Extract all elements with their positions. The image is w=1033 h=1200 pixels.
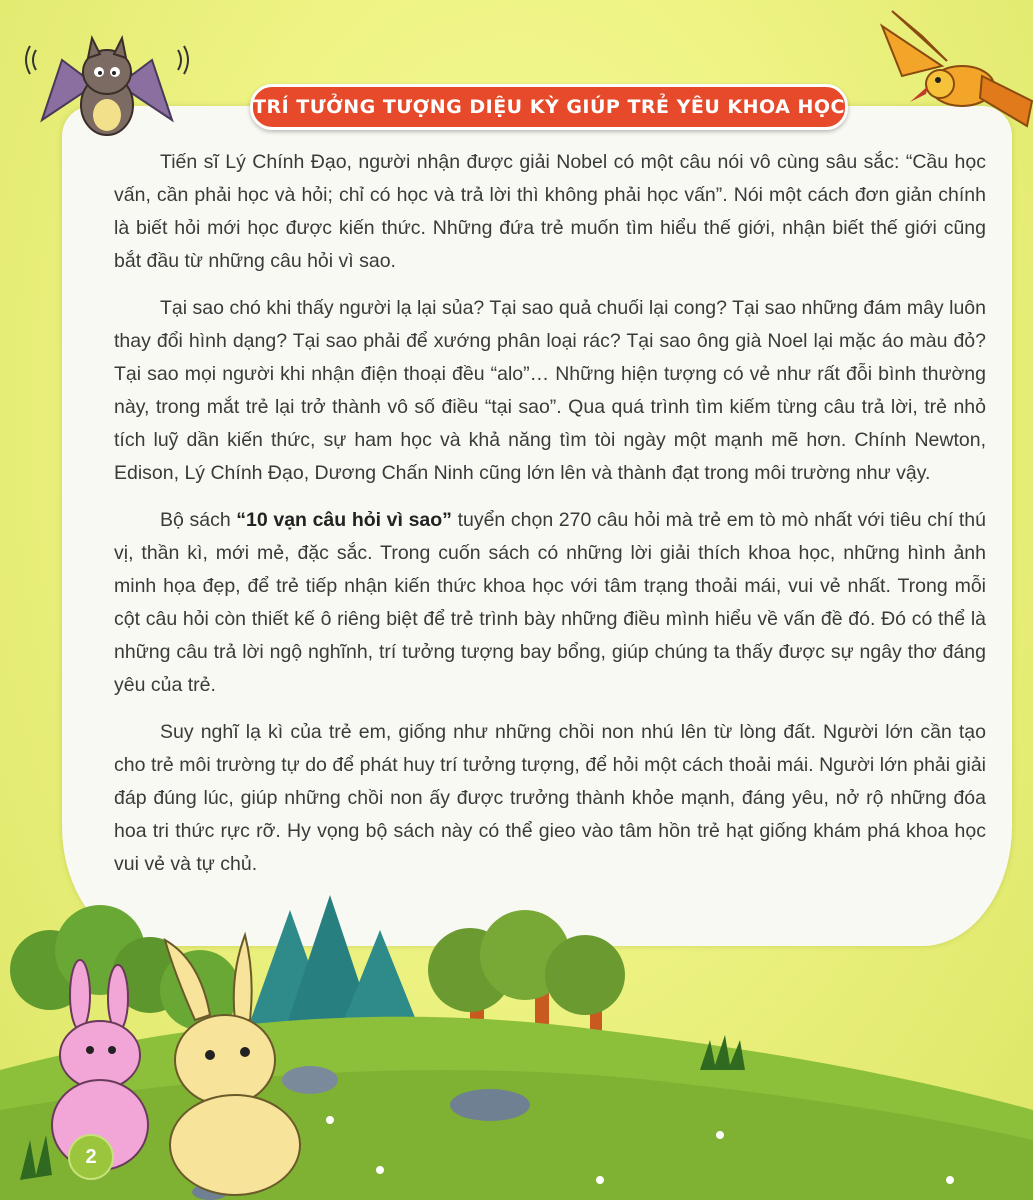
paragraph-1: Tiến sĩ Lý Chính Đạo, người nhận được giải Nobel có một câu nói vô cùng sâu sắc: “Cầu học vấn, cần phải học và hỏi; chỉ có học và trả lời thì không phải học vấn”. Nói một cách đơn giản chính là biết hỏi mới học được kiến thức. Những đứa trẻ muốn tìm hiểu thế giới, nhận biết thế giới cũng bắt đầu từ những câu hỏi vì sao. — [114, 151, 986, 272]
bat-illustration — [22, 20, 192, 145]
page-number-badge: 2 — [68, 1134, 114, 1180]
paragraph-3-intro: Bộ sách — [160, 509, 237, 531]
rock — [282, 1066, 338, 1094]
paragraph-2: Tại sao chó khi thấy người lạ lại sủa? Tại sao quả chuối lại cong? Tại sao những đám mây luôn thay đổi hình dạng? Tại sao phải để xướng phân loại rác? Tại sao ông già Noel lại mặc áo màu đỏ? Tại sao mọi người khi nhận điện thoại đều “alo”… Những hiện tượng có vẻ như rất đỗi bình thường này, trong mắt trẻ lại trở thành vô số điều “tại sao”. Qua quá trình tìm kiếm từng câu trả lời, trẻ nhỏ tích luỹ dần kiến thức, sự ham học và khả năng tìm tòi ngày một mạnh mẽ hơn. Chính Newton, Edison, Lý Chính Đạo, Dương Chấn Ninh cũng lớn lên và thành đạt trong môi trường như vậy. — [114, 297, 986, 484]
paragraph-3-rest: tuyển chọn 270 câu hỏi mà trẻ em tò mò nhất với tiêu chí thú vị, thần kì, mới mẻ, đặc sắc. Trong cuốn sách có những lời giải thích khoa học, những hình ảnh minh họa đẹp, để trẻ tiếp nhận kiến thức khoa học với tâm trạng thoải mái, vui vẻ nhất. Trong mỗi cột câu hỏi còn thiết kế ô riêng biệt để trẻ trình bày những điều mình hiểu về vấn đề đó. Đó có thể là những câu trả lời ngộ nghĩnh, trí tưởng tượng bay bổng, giúp chúng ta thấy được sự ngây thơ đáng yêu của trẻ. — [114, 509, 986, 696]
book-title-bold: “10 vạn câu hỏi vì sao” — [236, 509, 452, 531]
header-banner — [250, 84, 848, 130]
article-body — [114, 146, 986, 895]
paragraph-4: Suy nghĩ lạ kì của trẻ em, giống như những chồi non nhú lên từ lòng đất. Người lớn cần tạo cho trẻ môi trường tự do để phát huy trí tưởng tượng, để hỏi một cách thoải mái. Người lớn phải giải đáp đúng lúc, giúp những chồi non ấy được trưởng thành khỏe mạnh, đáng yêu, nở rộ những đóa hoa tri thức rực rỡ. Hy vọng bộ sách này có thể gieo vào tâm hồn trẻ hạt giống khám phá khoa học vui vẻ và tự chủ. — [114, 721, 986, 875]
meadow-scene — [0, 880, 1033, 1200]
bird-illustration — [862, 6, 1033, 146]
page-title: TRÍ TƯỞNG TƯỢNG DIỆU KỲ GIÚP TRẺ YÊU KHOA HỌC — [253, 96, 845, 118]
rock — [450, 1089, 530, 1121]
paragraph-3 — [114, 504, 986, 702]
